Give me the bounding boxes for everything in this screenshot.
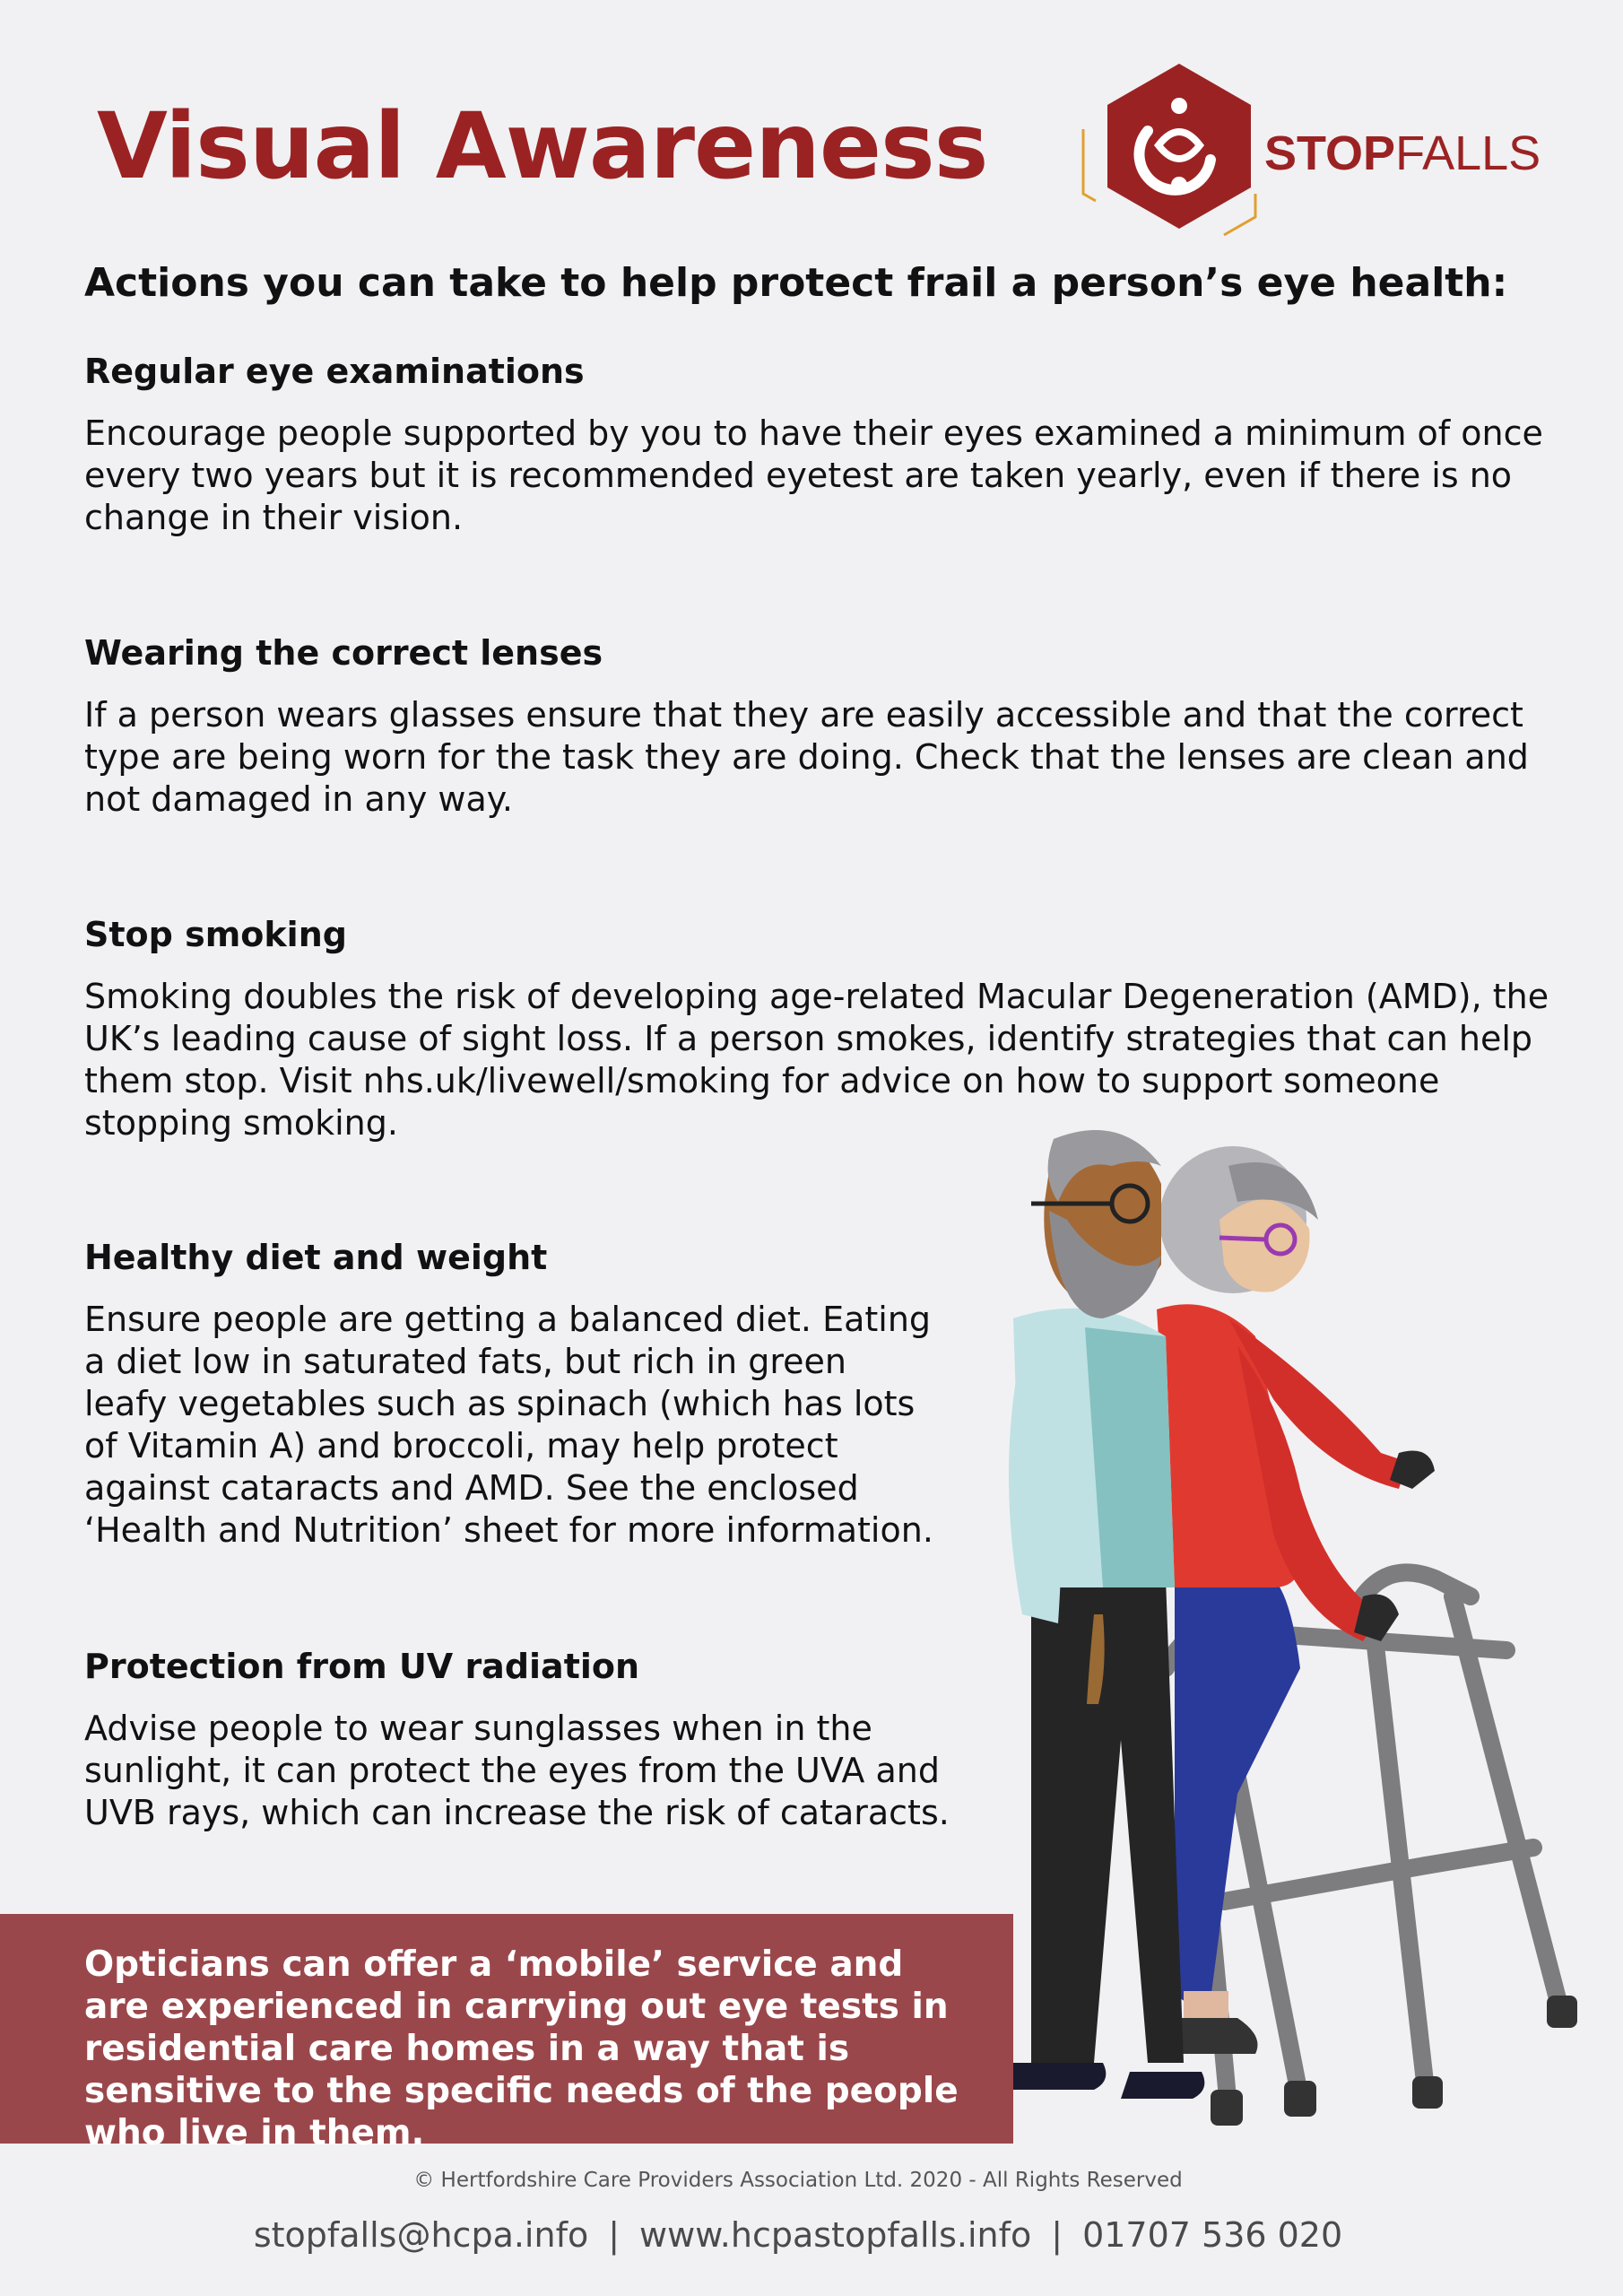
section-heading: Stop smoking <box>84 915 347 954</box>
section-body: Smoking doubles the risk of developing age-related Macular Degeneration (AMD), the UK’s leading cause of sight loss. If a person smokes, identify strategies that can help them stop. Visit nhs.uk/livewell/smoking for advice on how to support someone stopping smoking. <box>84 976 1549 1143</box>
section-heading: Wearing the correct lenses <box>84 633 603 673</box>
intro-heading: Actions you can take to help protect frail a person’s eye health: <box>84 260 1508 306</box>
contact-line <box>0 2215 1596 2255</box>
section-body: Ensure people are getting a balanced diet. Eating a diet low in saturated fats, but rich in green leafy vegetables such as spinach (which has lots of Vitamin A) and broccoli, may help protect against cataracts and AMD. See the enclosed ‘Health and Nutrition’ sheet for more information. <box>84 1299 933 1550</box>
section-stop-smoking <box>84 915 1564 1144</box>
website-link[interactable]: www.hcpastopfalls.info <box>639 2215 1032 2255</box>
section-body: Encourage people supported by you to have their eyes examined a minimum of once every two years but it is recommended eyetest are taken yearly, even if there is no change in their vision. <box>84 413 1543 537</box>
logo-wordmark: STOPFALLS <box>1264 126 1541 180</box>
section-correct-lenses <box>84 633 1564 821</box>
separator: | <box>1051 2215 1063 2255</box>
section-heading: Protection from UV radiation <box>84 1647 640 1686</box>
section-body: Advise people to wear sunglasses when in the sunlight, it can protect the eyes from the UVA and UVB rays, which can increase the risk of cataracts. <box>84 1708 950 1832</box>
page-title: Visual Awareness <box>97 93 988 200</box>
section-uv-protection <box>84 1647 963 1834</box>
phone-number: 01707 536 020 <box>1082 2215 1343 2255</box>
copyright-notice: © Hertfordshire Care Providers Association Ltd. 2020 - All Rights Reserved <box>413 2169 1183 2192</box>
section-healthy-diet <box>84 1238 936 1552</box>
section-eye-examinations <box>84 352 1564 539</box>
email-link[interactable]: stopfalls@hcpa.info <box>253 2215 589 2255</box>
section-heading: Healthy diet and weight <box>84 1238 548 1277</box>
section-heading: Regular eye examinations <box>84 352 585 391</box>
elderly-couple-walker-illustration <box>1004 1112 1596 2135</box>
opticians-callout <box>0 1914 1013 2153</box>
callout-text: Opticians can offer a ‘mobile’ service and are experienced in carrying out eye tests in residential care homes in a way that is sensitive to the specific needs of the people who live in them. <box>84 1944 959 2153</box>
separator: | <box>608 2215 621 2255</box>
section-body: If a person wears glasses ensure that they are easily accessible and that the correct type are being worn for the task they are doing. Check that the lenses are clean and not damaged in any way. <box>84 694 1529 819</box>
